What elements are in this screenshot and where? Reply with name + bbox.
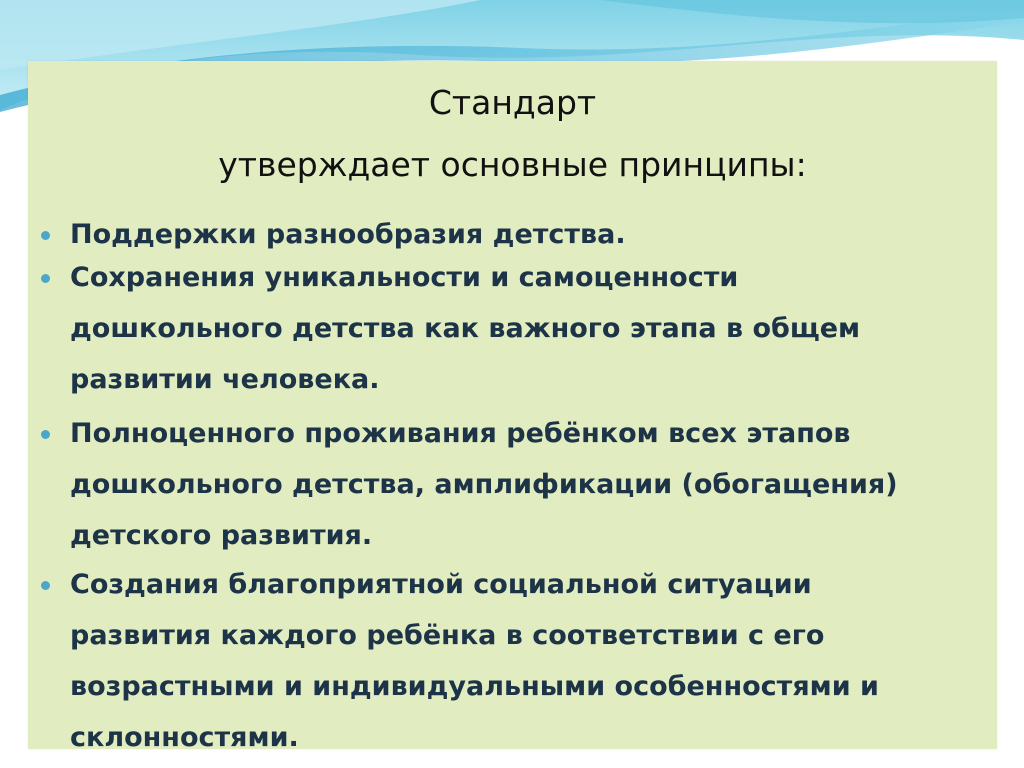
bullet-icon [41,231,50,240]
bullet-text: Сохранения уникальности и самоценности дошкольного детства как важного этапа в общем развитии человека. [70,262,861,395]
bullet-list [28,61,997,753]
bullet-text: Полноценного проживания ребёнком всех этапов дошкольного детства, амплификации (обогащения) детского развития. [70,418,898,551]
slide-subtitle: утверждает основные принципы: [218,145,807,184]
bullet-icon [41,430,50,439]
content-panel [28,61,997,753]
bullet-icon [41,581,50,590]
bullet-icon [41,274,50,283]
bullet-text: Поддержки разнообразия детства. [70,219,626,250]
slide-title: Стандарт [428,83,597,122]
bullet-text: Создания благоприятной социальной ситуации развития каждого ребёнка в соответствии с его возрастными и индивидуальными особенностями и склонностями. [70,569,879,753]
